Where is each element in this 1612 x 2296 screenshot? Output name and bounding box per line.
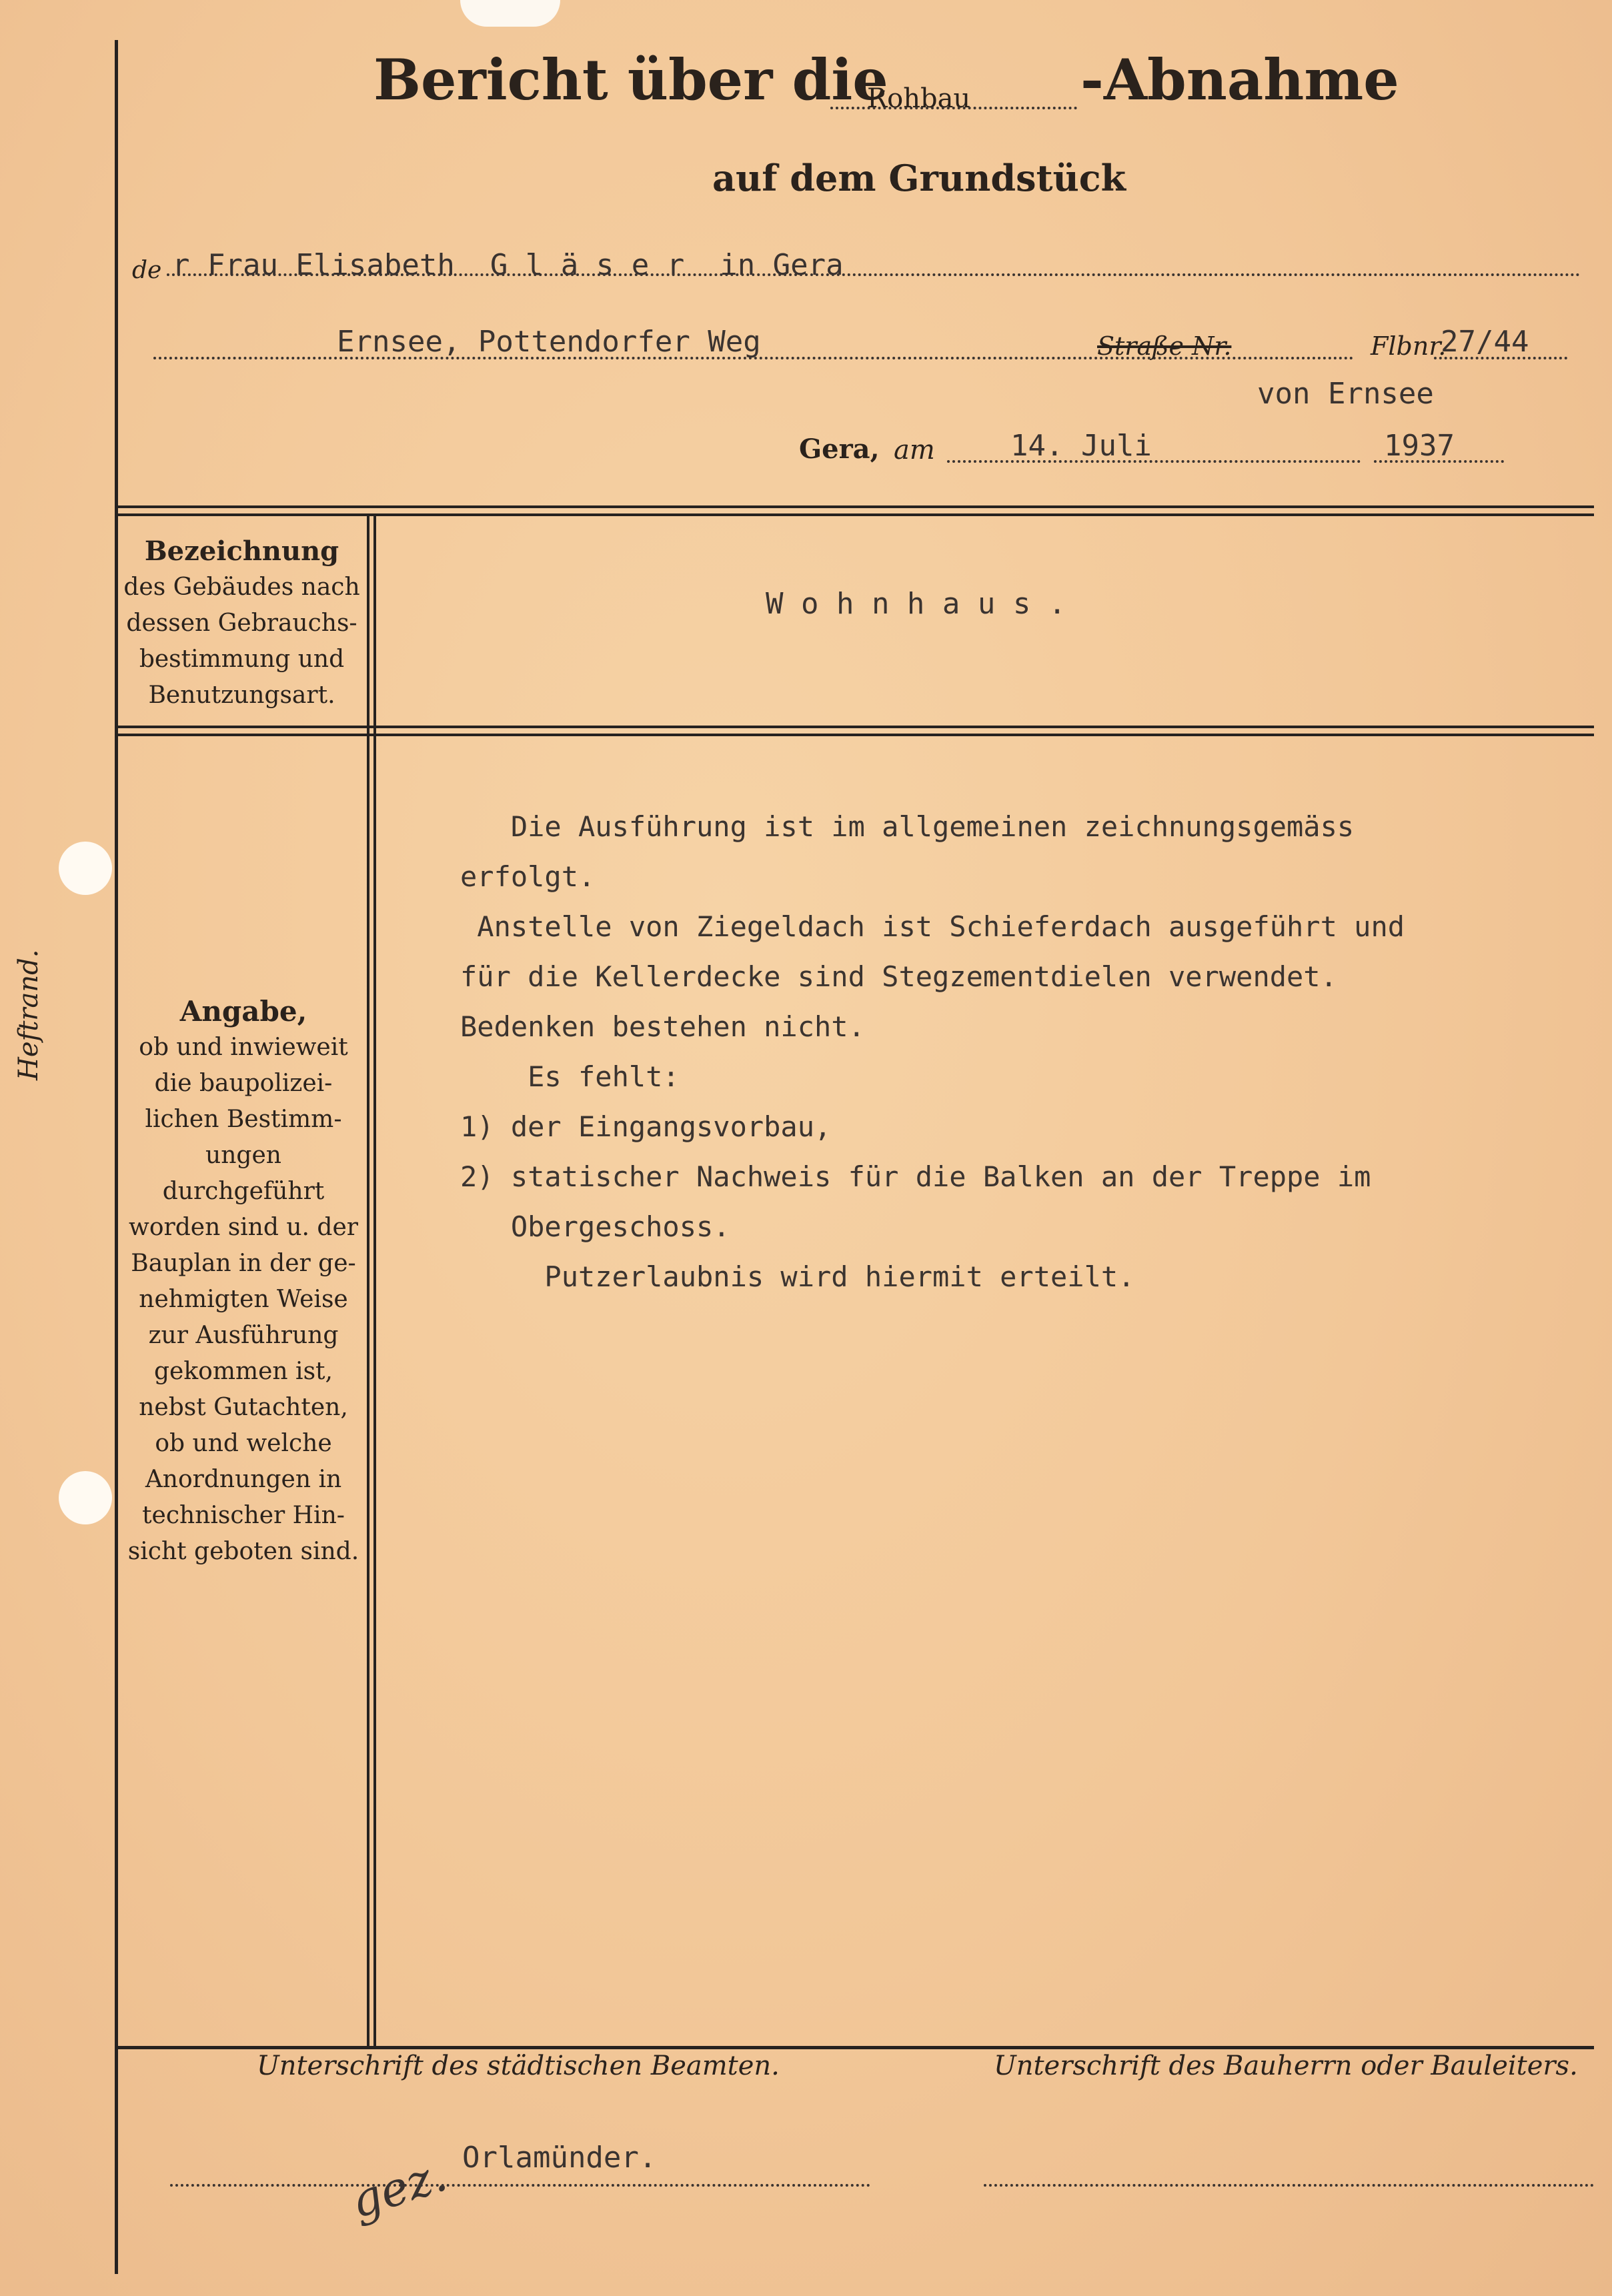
section2-label-line: nehmigten Weise — [139, 1286, 348, 1313]
title-fill-line — [830, 107, 1077, 109]
section2-label — [127, 994, 360, 1570]
body-line: Obergeschoss. — [460, 1210, 730, 1243]
punch-hole-top — [59, 842, 112, 895]
title-suffix: -Abnahme — [1080, 47, 1399, 113]
title-fill: Rohbau — [867, 83, 971, 114]
address-value: Ernsee, Pottendorfer Weg — [337, 325, 761, 359]
body-line: Anstelle von Ziegeldach ist Schieferdach ausgeführt und — [460, 910, 1405, 943]
flbnr-line — [1434, 357, 1567, 359]
section1-label — [123, 533, 360, 714]
column-divider-a — [367, 513, 369, 2047]
body-line: Die Ausführung ist im allgemeinen zeichnungsgemäss — [460, 810, 1355, 843]
section2-label-line: sicht geboten sind. — [127, 1538, 359, 1565]
section1-label-line: bestimmung und — [139, 646, 345, 673]
section1-label-line: des Gebäudes nach — [123, 573, 360, 601]
section-rule-top — [115, 726, 1594, 728]
section1-label-line: Benutzungsart. — [148, 682, 335, 709]
date-place: Gera, — [799, 433, 880, 465]
street-label-struck: Straße Nr. — [1097, 331, 1232, 361]
section2-label-line: ungen durchgeführt — [162, 1142, 325, 1205]
column-divider-b — [373, 513, 376, 2047]
owner-value: r Frau Elisabeth G l ä s e r in Gera — [172, 248, 844, 282]
torn-corner — [460, 0, 560, 27]
flbnr-value: 27/44 — [1441, 325, 1529, 359]
date-day-month: 14. Juli — [1010, 429, 1152, 463]
owner-line — [167, 273, 1581, 276]
body-line: 1) der Eingangsvorbau, — [460, 1110, 832, 1143]
building-designation: W o h n h a u s . — [766, 587, 1066, 621]
section2-label-line: zur Ausführung — [148, 1322, 339, 1349]
section1-label-line: dessen Gebrauchs- — [126, 610, 357, 637]
date-am: am — [894, 435, 935, 465]
signature-left-line — [170, 2184, 870, 2187]
subtitle: auf dem Grundstück — [712, 157, 1126, 199]
body-line: erfolgt. — [460, 860, 596, 893]
locality: von Ernsee — [1257, 377, 1434, 411]
frame-left-line — [115, 40, 118, 2274]
body-line: für die Kellerdecke sind Stegzementdielen verwendet. — [460, 960, 1337, 993]
body-line: Bedenken bestehen nicht. — [460, 1010, 865, 1043]
signature-initials: gez. — [343, 2147, 454, 2229]
header-rule-bottom — [115, 513, 1594, 516]
date-line — [947, 460, 1361, 463]
section2-label-line: Anordnungen in — [145, 1466, 342, 1493]
title-prefix: Bericht über die — [373, 47, 888, 113]
date-year: 1937 — [1384, 429, 1455, 463]
section2-label-line: die baupolizei- — [154, 1070, 333, 1097]
punch-hole-bottom — [59, 1471, 112, 1524]
header-rule-top — [115, 505, 1594, 508]
signature-left-name: Orlamünder. — [462, 2141, 657, 2175]
section2-label-line: lichen Bestimm- — [145, 1106, 342, 1133]
section2-label-line: technischer Hin- — [142, 1502, 345, 1529]
section2-label-line: ob und welche — [155, 1430, 332, 1457]
section2-label-bold: Angabe, — [179, 995, 307, 1028]
section2-label-line: ob und inwieweit — [139, 1034, 348, 1061]
section2-label-line: nebst Gutachten, — [139, 1394, 348, 1421]
signature-left-label: Unterschrift des städtischen Beamten. — [257, 2051, 780, 2081]
footer-rule — [115, 2046, 1594, 2049]
flbnr-label: Flbnr. — [1371, 331, 1447, 361]
owner-prefix: de — [132, 257, 162, 284]
section-rule-bottom — [115, 734, 1594, 736]
year-line — [1374, 460, 1504, 463]
section2-label-line: worden sind u. der — [129, 1214, 358, 1241]
body-line: Putzerlaubnis wird hiermit erteilt. — [460, 1260, 1135, 1293]
body-line: Es fehlt: — [460, 1060, 680, 1093]
section1-label-bold: Bezeichnung — [144, 535, 339, 567]
signature-right-label: Unterschrift des Bauherrn oder Bauleiters. — [994, 2051, 1578, 2081]
margin-label: Heftrand. — [13, 949, 44, 1080]
section2-label-line: Bauplan in der ge- — [131, 1250, 356, 1277]
section2-label-line: gekommen ist, — [154, 1358, 333, 1385]
body-line: 2) statischer Nachweis für die Balken an der Treppe im — [460, 1160, 1371, 1193]
signature-right-line — [984, 2184, 1594, 2187]
